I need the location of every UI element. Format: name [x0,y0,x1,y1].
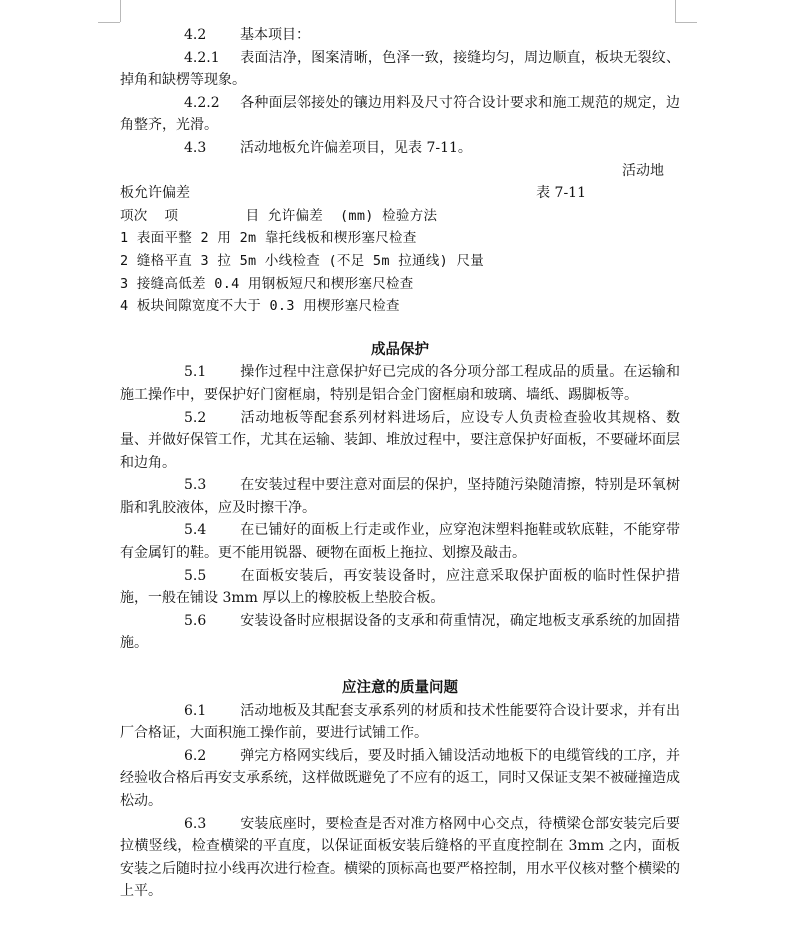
paragraph-4-2: 4.2 基本项目： [184,27,310,43]
page-corner-mark-left-h [98,22,120,23]
page-corner-mark-left [120,0,121,22]
paragraph-5-2: 5.2 活动地板等配套系列材料进场后，应设专人负责检查验收其规格、数量、并做好保管工作，尤其在运输、装卸、堆放过程中，要注意保护好面板，不要碰坏面层和边角。 [120,409,680,471]
table-caption-right: 活动地 [622,162,664,179]
document-page [120,24,680,903]
table-number: 表 7-11 [536,185,586,202]
paragraph-6-2: 6.2 弹完方格网实线后，要及时插入铺设活动地板下的电缆管线的工序，并经验收合格后再安支承系统，这样做既避免了不应有的返工，同时又保证支架不被碰撞造成松动。 [120,747,680,809]
paragraph-5-1: 5.1 操作过程中注意保护好已完成的各分项分部工程成品的质量。在运输和施工操作中，要保护好门窗框扇，特别是铝合金门窗框扇和玻璃、墙纸、踢脚板等。 [120,364,680,403]
table-row: 3 接缝高低差 0.4 用钢板短尺和楔形塞尺检查 [120,275,414,292]
table-caption [120,182,680,205]
paragraph-4-3: 4.3 活动地板允许偏差项目，见表 7-11。 [184,139,472,156]
paragraph-4-2-2: 4.2.2 各种面层邻接处的镶边用料及尺寸符合设计要求和施工规范的规定，边角整齐，光滑。 [120,94,680,134]
table-header: 项次 项 目 允许偏差 (mm) 检验方法 [120,207,438,224]
paragraph-5-5: 5.5 在面板安装后，再安装设备时，应注意采取保护面板的临时性保护措施，一般在铺设 3mm 厚以上的橡胶板上垫胶合板。 [120,567,680,607]
table-row: 4 板块间隙宽度不大于 0.3 用楔形塞尺检查 [120,298,400,315]
paragraph-4-2-1: 4.2.1 表面洁净，图案清晰，色泽一致，接缝均匀，周边顺直，板块无裂纹、掉角和缺楞等现象。 [120,49,680,89]
table-caption-left: 板允许偏差 [120,185,190,202]
paragraph-5-6: 5.6 安装设备时应根据设备的支承和荷重情况，确定地板支承系统的加固措施。 [120,612,680,652]
paragraph-5-4: 5.4 在已铺好的面板上行走或作业，应穿泡沫塑料拖鞋或软底鞋，不能穿带有金属钉的鞋。更不能用锐器、硬物在面板上拖拉、划擦及敲击。 [120,522,680,562]
page-corner-mark-right [675,0,676,22]
section-title-quality-issues: 应注意的质量问题 [342,679,458,697]
paragraph-5-3: 5.3 在安装过程中要注意对面层的保护，坚持随污染随清擦，特别是环氧树脂和乳胶液体，应及时擦干净。 [120,477,680,516]
paragraph-6-1: 6.1 活动地板及其配套支承系列的材质和技术性能要符合设计要求，并有出厂合格证，大面积施工操作前，要进行试铺工作。 [120,702,680,742]
page-corner-mark-right-h [675,22,697,23]
table-row: 1 表面平整 2 用 2m 靠托线板和楔形塞尺检查 [120,230,417,247]
section-title-product-protection: 成品保护 [371,340,429,358]
table-row: 2 缝格平直 3 拉 5m 小线检查 (不足 5m 拉通线) 尺量 [120,252,485,269]
paragraph-6-3: 6.3 安装底座时，要检查是否对准方格网中心交点，待横梁仓部安装完后要拉横竖线，检查横梁的平直度，以保证面板安装后缝格的平直度控制在 3mm 之内，面板安装之后随时拉小线再次进行检查。横梁的顶标高也要严格控制，用水平仪核对整个横梁的上平。 [120,815,680,900]
